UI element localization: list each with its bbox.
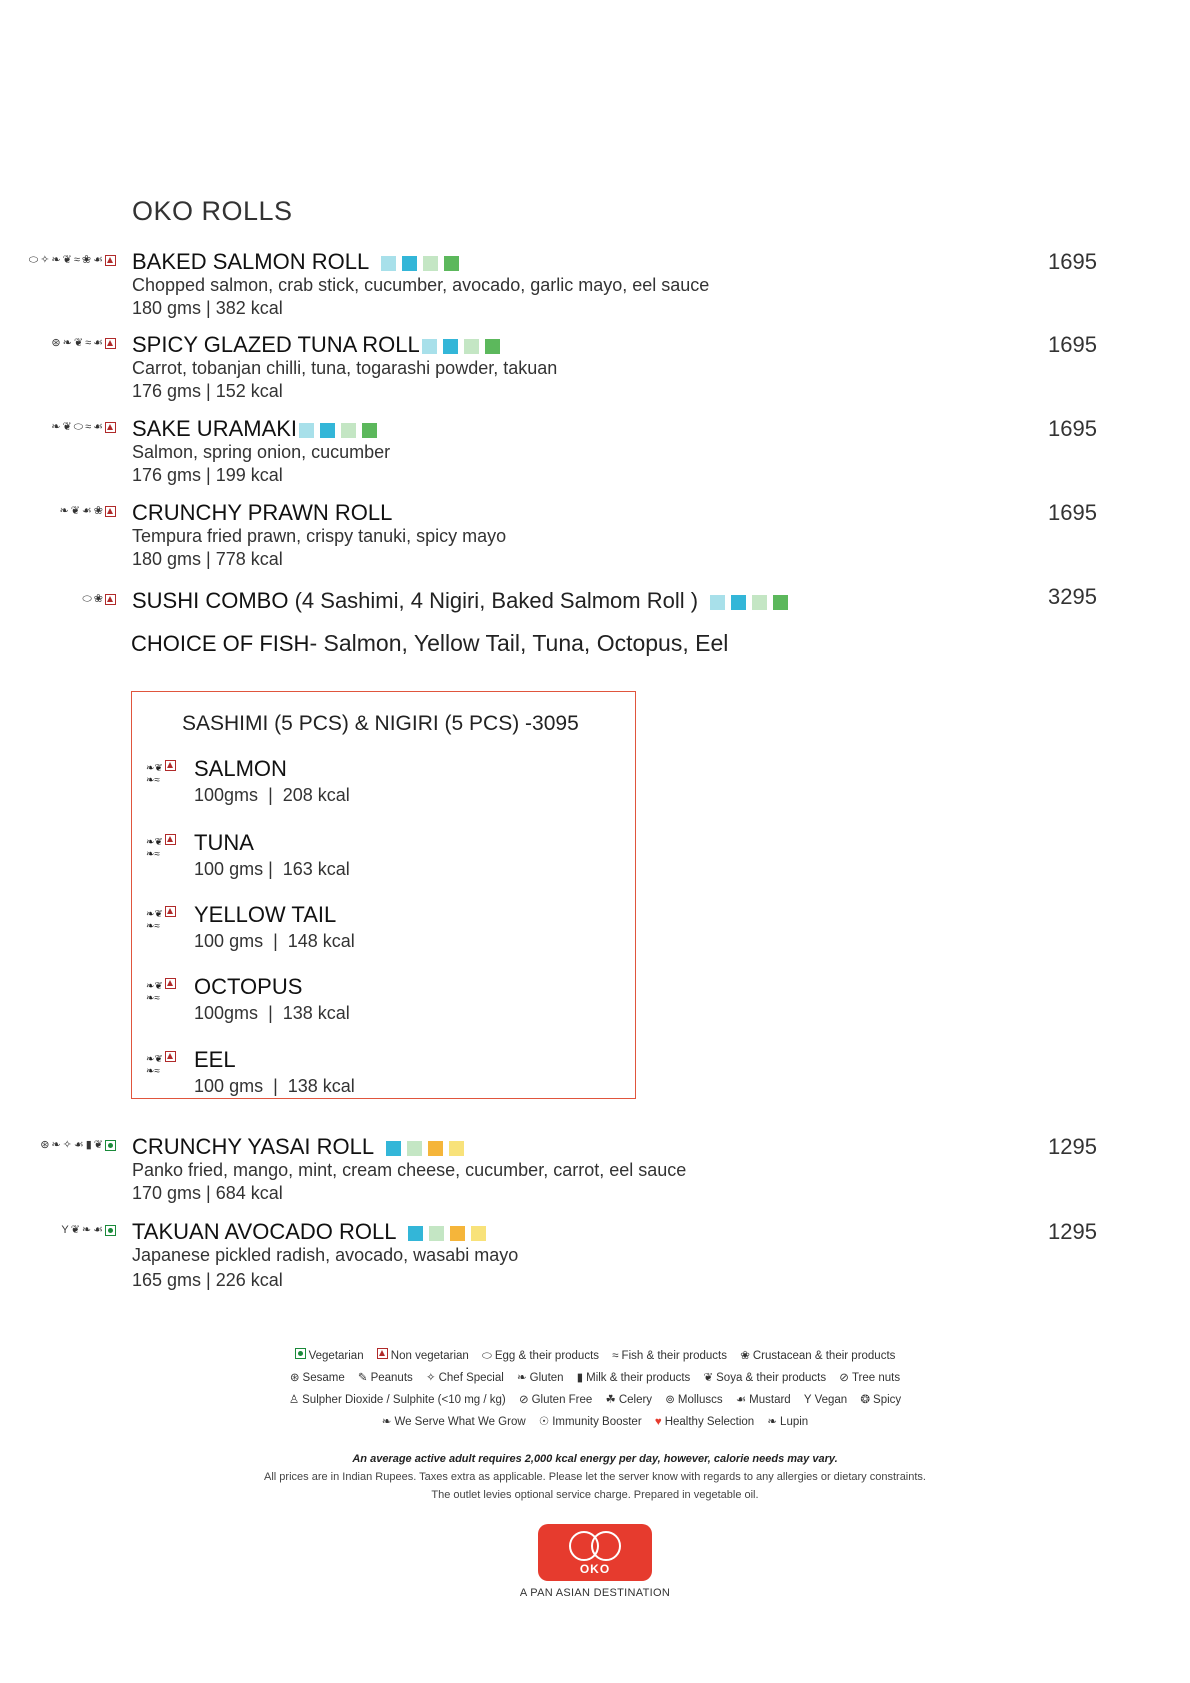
fish-name: TUNA xyxy=(194,830,254,855)
non-vegetarian-icon xyxy=(105,255,116,266)
mustard-icon: ☙ xyxy=(93,337,103,349)
non-vegetarian-icon xyxy=(105,422,116,433)
healthy-icon: ♥ xyxy=(654,1416,662,1428)
fish-icon: ≈ xyxy=(85,337,92,349)
fish-name: YELLOW TAIL xyxy=(194,902,337,927)
crustacean-icon: ❀ xyxy=(93,593,103,605)
non-vegetarian-icon xyxy=(105,506,116,517)
nutrition-squares xyxy=(710,595,788,610)
peanuts-icon: ✎ xyxy=(357,1372,368,1384)
allergen-icons: ❧❦ ❧≈ xyxy=(146,906,190,933)
egg-icon: ⬭ xyxy=(28,254,39,266)
gluten-icon: ❧ xyxy=(51,1139,61,1151)
item-name: CRUNCHY PRAWN ROLL xyxy=(132,500,393,525)
fish-weight-kcal: 100gms | 138 kcal xyxy=(194,1003,350,1023)
item-weight-kcal: 165 gms | 226 kcal xyxy=(132,1270,283,1290)
legend-row: Vegetarian Non vegetarian ⬭ Egg & their products ≈ Fish & their products ❀ Crustacean & their products xyxy=(0,1345,1190,1367)
gluten-icon: ❧ xyxy=(51,421,61,433)
item-price: 1695 xyxy=(1048,416,1097,441)
item-description: Tempura fried prawn, crispy tanuki, spicy mayo xyxy=(132,526,507,546)
soya-icon: ❦ xyxy=(70,505,80,517)
item-name: TAKUAN AVOCADO ROLL xyxy=(132,1219,486,1245)
item-price: 1695 xyxy=(1048,332,1097,357)
chef-special-icon: ✧ xyxy=(62,1139,72,1151)
gluten-free-icon: ⊘ xyxy=(518,1394,529,1406)
sesame-icon: ⊛ xyxy=(51,337,61,349)
crustacean-icon: ❀ xyxy=(93,505,103,517)
soya-icon: ❦ xyxy=(703,1372,714,1384)
vegetarian-icon xyxy=(105,1225,116,1236)
item-description: Carrot, tobanjan chilli, tuna, togarashi powder, takuan xyxy=(132,358,558,378)
milk-icon: ▮ xyxy=(576,1372,584,1384)
sesame-icon: ⊛ xyxy=(40,1139,50,1151)
sesame-icon: ⊛ xyxy=(289,1372,300,1384)
allergen-icons xyxy=(29,253,116,267)
fish-weight-kcal: 100 gms | 148 kcal xyxy=(194,931,355,951)
immunity-icon: ☉ xyxy=(538,1416,550,1428)
item-price: 3295 xyxy=(1048,584,1097,609)
item-price: 1695 xyxy=(1048,249,1097,274)
chef-special-icon: ✧ xyxy=(40,254,50,266)
sashimi-nigiri-box xyxy=(131,691,636,1099)
nutrition-squares xyxy=(386,1141,464,1156)
non-vegetarian-icon xyxy=(105,594,116,605)
allergen-icons: ❧❦ ❧≈ xyxy=(146,978,190,1005)
non-vegetarian-icon xyxy=(165,834,176,845)
box-title: SASHIMI (5 PCS) & NIGIRI (5 PCS) -3095 xyxy=(182,712,579,735)
item-weight-kcal: 176 gms | 152 kcal xyxy=(132,381,283,401)
gluten-icon: ❧ xyxy=(517,1372,527,1384)
service-note: The outlet levies optional service charge. Prepared in vegetable oil. xyxy=(431,1489,759,1501)
legend-row: ⊛ Sesame ✎ Peanuts ✧ Chef Special ❧ Gluten ▮ Milk & their products ❦ Soya & their products ⊘ Tree nuts xyxy=(289,1372,901,1384)
nutrition-squares xyxy=(381,256,459,271)
soya-icon: ❦ xyxy=(62,254,72,266)
chef-special-icon: ✧ xyxy=(425,1372,436,1384)
nutrition-squares xyxy=(299,423,377,438)
item-weight-kcal: 180 gms | 382 kcal xyxy=(132,298,283,318)
mustard-icon: ☙ xyxy=(81,505,92,517)
non-vegetarian-icon xyxy=(377,1348,388,1359)
item-name: BAKED SALMON ROLL xyxy=(132,249,459,275)
item-name: CRUNCHY YASAI ROLL xyxy=(132,1134,464,1160)
crustacean-icon: ❀ xyxy=(740,1350,750,1362)
vegetarian-icon xyxy=(105,1140,116,1151)
egg-icon: ⬭ xyxy=(82,593,92,605)
kcal-note: An average active adult requires 2,000 kcal energy per day, however, calorie needs may vary. xyxy=(352,1453,838,1465)
allergen-icons xyxy=(82,592,116,606)
nutrition-squares xyxy=(422,339,500,354)
combo-description: (4 Sashimi, 4 Nigiri, Baked Salmom Roll ) xyxy=(294,588,699,613)
mustard-icon: ☙ xyxy=(73,1139,84,1151)
crustacean-icon: ❀ xyxy=(81,254,92,266)
allergen-icons: ❧❦ ❧≈ xyxy=(146,834,190,861)
mustard-icon: ☙ xyxy=(93,1224,103,1236)
item-price: 1295 xyxy=(1048,1219,1097,1244)
egg-icon: ⬭ xyxy=(482,1350,492,1362)
mustard-icon: ☙ xyxy=(93,254,103,266)
spicy-icon: ❂ xyxy=(860,1394,871,1406)
allergen-icons: ❧❦ ❧≈ xyxy=(146,1051,190,1078)
fish-icon: ≈ xyxy=(73,254,80,266)
soya-icon: ❦ xyxy=(73,337,84,349)
non-vegetarian-icon xyxy=(165,906,176,917)
fish-weight-kcal: 100 gms | 138 kcal xyxy=(194,1076,355,1096)
fish-weight-kcal: 100 gms | 163 kcal xyxy=(194,859,350,879)
item-description: Chopped salmon, crab stick, cucumber, avocado, garlic mayo, eel sauce xyxy=(132,275,710,295)
item-name: SUSHI COMBO (4 Sashimi, 4 Nigiri, Baked Salmom Roll ) xyxy=(132,588,788,614)
fish-name: OCTOPUS xyxy=(194,974,303,999)
celery-icon: ☘ xyxy=(605,1394,616,1406)
allergen-icons xyxy=(40,1138,116,1152)
price-note: All prices are in Indian Rupees. Taxes extra as applicable. Please let the server know with regards to any allergies or dietary constraints. xyxy=(264,1471,926,1483)
item-description: Panko fried, mango, mint, cream cheese, cucumber, carrot, eel sauce xyxy=(132,1160,687,1180)
egg-icon: ⬭ xyxy=(73,421,84,433)
item-weight-kcal: 176 gms | 199 kcal xyxy=(132,465,283,485)
oko-logo xyxy=(538,1524,652,1581)
section-title: OKO ROLLS xyxy=(132,196,293,226)
vegan-icon: Y xyxy=(803,1394,812,1406)
nutrition-squares xyxy=(408,1226,486,1241)
fish-weight-kcal: 100gms | 208 kcal xyxy=(194,785,350,805)
item-description: Japanese pickled radish, avocado, wasabi mayo xyxy=(132,1245,519,1265)
tagline: A PAN ASIAN DESTINATION xyxy=(519,1587,671,1599)
item-name: SAKE URAMAKI xyxy=(132,416,377,442)
legend-row: ❧ We Serve What We Grow ☉ Immunity Booster ♥ Healthy Selection ❧ Lupin xyxy=(381,1416,809,1428)
soya-icon: ❦ xyxy=(93,1139,103,1151)
item-price: 1295 xyxy=(1048,1134,1097,1159)
mustard-icon: ☙ xyxy=(735,1394,747,1406)
item-weight-kcal: 170 gms | 684 kcal xyxy=(132,1183,283,1203)
item-description: Salmon, spring onion, cucumber xyxy=(132,442,391,462)
logo-text: OKO xyxy=(579,1562,611,1576)
gluten-icon: ❧ xyxy=(81,1224,92,1236)
item-weight-kcal: 180 gms | 778 kcal xyxy=(132,549,283,569)
allergen-icons xyxy=(51,336,116,350)
mustard-icon: ☙ xyxy=(93,421,103,433)
choice-of-fish: CHOICE OF FISH- Salmon, Yellow Tail, Tuna, Octopus, Eel xyxy=(131,630,729,656)
gluten-icon: ❧ xyxy=(59,505,69,517)
soya-icon: ❦ xyxy=(62,421,72,433)
fish-name: EEL xyxy=(194,1047,236,1072)
sulphite-icon: ♙ xyxy=(288,1394,300,1406)
molluscs-icon: ⊚ xyxy=(665,1394,675,1406)
item-name: SPICY GLAZED TUNA ROLL xyxy=(132,332,500,358)
allergen-icons xyxy=(51,420,116,434)
fish-name: SALMON xyxy=(194,756,287,781)
allergen-icons: ❧❦ ❧≈ xyxy=(146,760,190,787)
fish-icon: ≈ xyxy=(85,421,92,433)
vegan-icon: Y xyxy=(61,1224,69,1236)
legend xyxy=(0,1345,1190,1433)
allergen-icons xyxy=(59,504,116,518)
milk-icon: ▮ xyxy=(85,1139,92,1151)
fish-icon: ≈ xyxy=(612,1350,619,1362)
gluten-icon: ❧ xyxy=(51,254,61,266)
non-vegetarian-icon xyxy=(165,978,176,989)
soya-icon: ❦ xyxy=(70,1224,80,1236)
legend-row: ♙ Sulpher Dioxide / Sulphite (<10 mg / kg) ⊘ Gluten Free ☘ Celery ⊚ Molluscs ☙ Mustard Y Vegan ❂ Spicy xyxy=(288,1394,902,1406)
non-vegetarian-icon xyxy=(105,338,116,349)
footnote xyxy=(0,1450,1190,1504)
vegetarian-icon xyxy=(295,1348,306,1359)
gluten-icon: ❧ xyxy=(62,337,72,349)
non-vegetarian-icon xyxy=(165,1051,176,1062)
grow-icon: ❧ xyxy=(381,1416,392,1428)
allergen-icons xyxy=(61,1223,116,1237)
item-price: 1695 xyxy=(1048,500,1097,525)
tree-nuts-icon: ⊘ xyxy=(839,1372,849,1384)
lupin-icon: ❧ xyxy=(767,1416,778,1428)
non-vegetarian-icon xyxy=(165,760,176,771)
